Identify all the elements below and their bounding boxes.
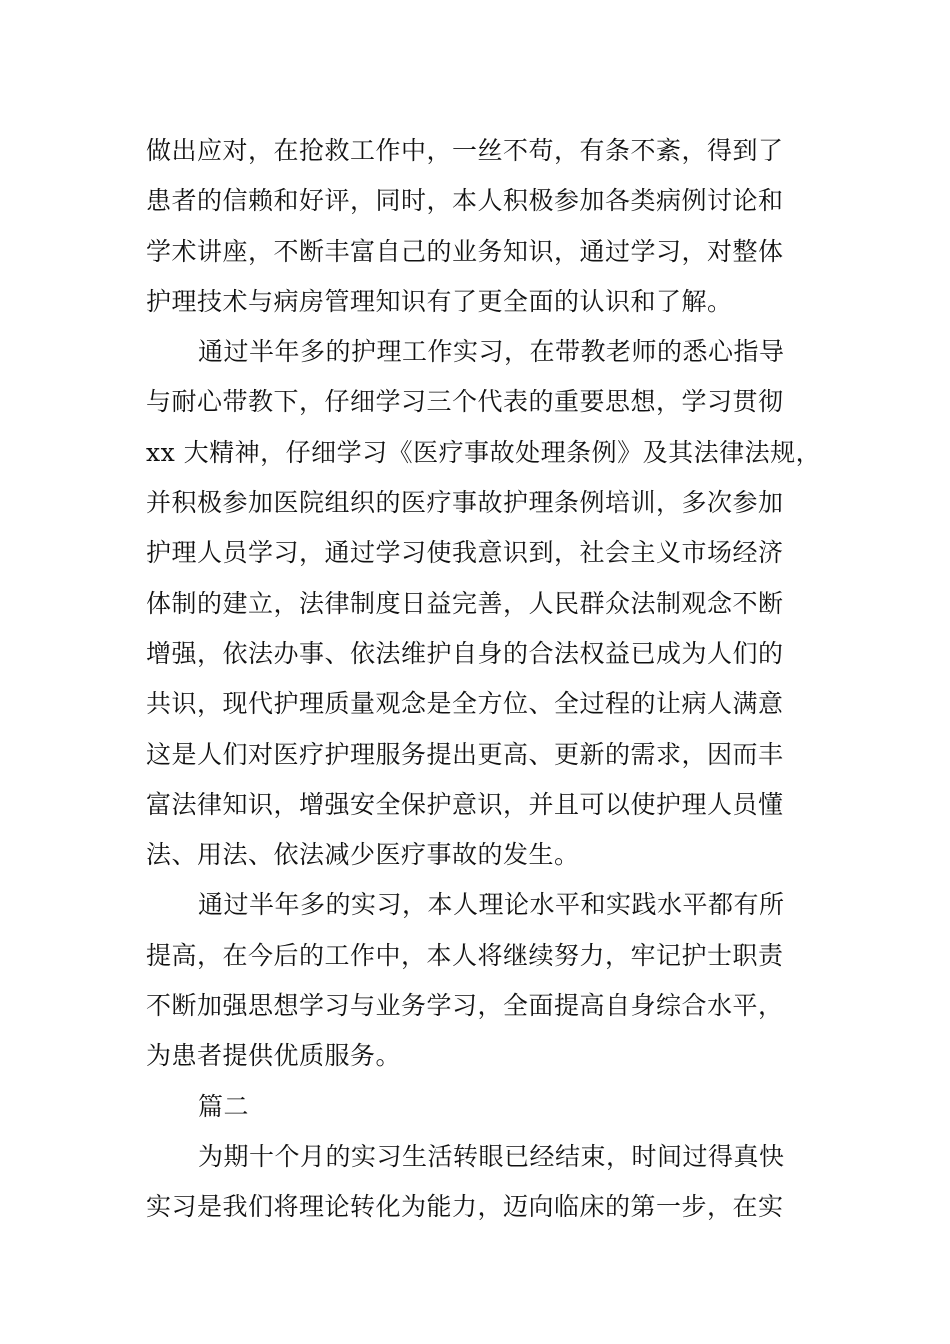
text-line: 患者的信赖和好评，同时，本人积极参加各类病例讨论和 (146, 186, 784, 216)
text-line: 体制的建立，法律制度日益完善，人民群众法制观念不断 (146, 588, 784, 618)
text-line: 这是人们对医疗护理服务提出更高、更新的需求，因而丰 (146, 739, 784, 769)
paragraph-first-line: 通过半年多的实习，本人理论水平和实践水平都有所 (198, 890, 785, 920)
text-line: 提高，在今后的工作中，本人将继续努力，牢记护士职责 (146, 940, 784, 970)
document-body (146, 126, 836, 1233)
section-heading: 篇二 (198, 1091, 250, 1121)
text-line: 学术讲座，不断丰富自己的业务知识，通过学习，对整体 (146, 236, 784, 266)
text-line: 共识，现代护理质量观念是全方位、全过程的让病人满意 (146, 689, 784, 719)
text-line: 护理技术与病房管理知识有了更全面的认识和了解。 (146, 286, 733, 316)
text-line: xx 大精神，仔细学习《医疗事故处理条例》及其法律法规， (146, 437, 822, 467)
text-line: 做出应对，在抢救工作中，一丝不苟，有条不紊，得到了 (146, 136, 784, 165)
text-line: 为患者提供优质服务。 (146, 1041, 402, 1071)
text-line: 与耐心带教下，仔细学习三个代表的重要思想，学习贯彻 (146, 387, 784, 417)
text-line: 法、用法、依法减少医疗事故的发生。 (146, 840, 580, 870)
paragraph-first-line: 为期十个月的实习生活转眼已经结束，时间过得真快 (198, 1141, 785, 1171)
text-line: 护理人员学习，通过学习使我意识到，社会主义市场经济 (146, 538, 784, 568)
paragraph-first-line: 通过半年多的护理工作实习，在带教老师的悉心指导 (198, 337, 785, 367)
text-line: 富法律知识，增强安全保护意识，并且可以使护理人员懂 (146, 789, 784, 819)
text-line: 并积极参加医院组织的医疗事故护理条例培训，多次参加 (146, 488, 784, 518)
text-line: 增强，依法办事、依法维护自身的合法权益已成为人们的 (146, 638, 784, 668)
text-line: 不断加强思想学习与业务学习，全面提高自身综合水平， (146, 991, 784, 1021)
text-line: 实习是我们将理论转化为能力，迈向临床的第一步，在实 (146, 1192, 784, 1222)
